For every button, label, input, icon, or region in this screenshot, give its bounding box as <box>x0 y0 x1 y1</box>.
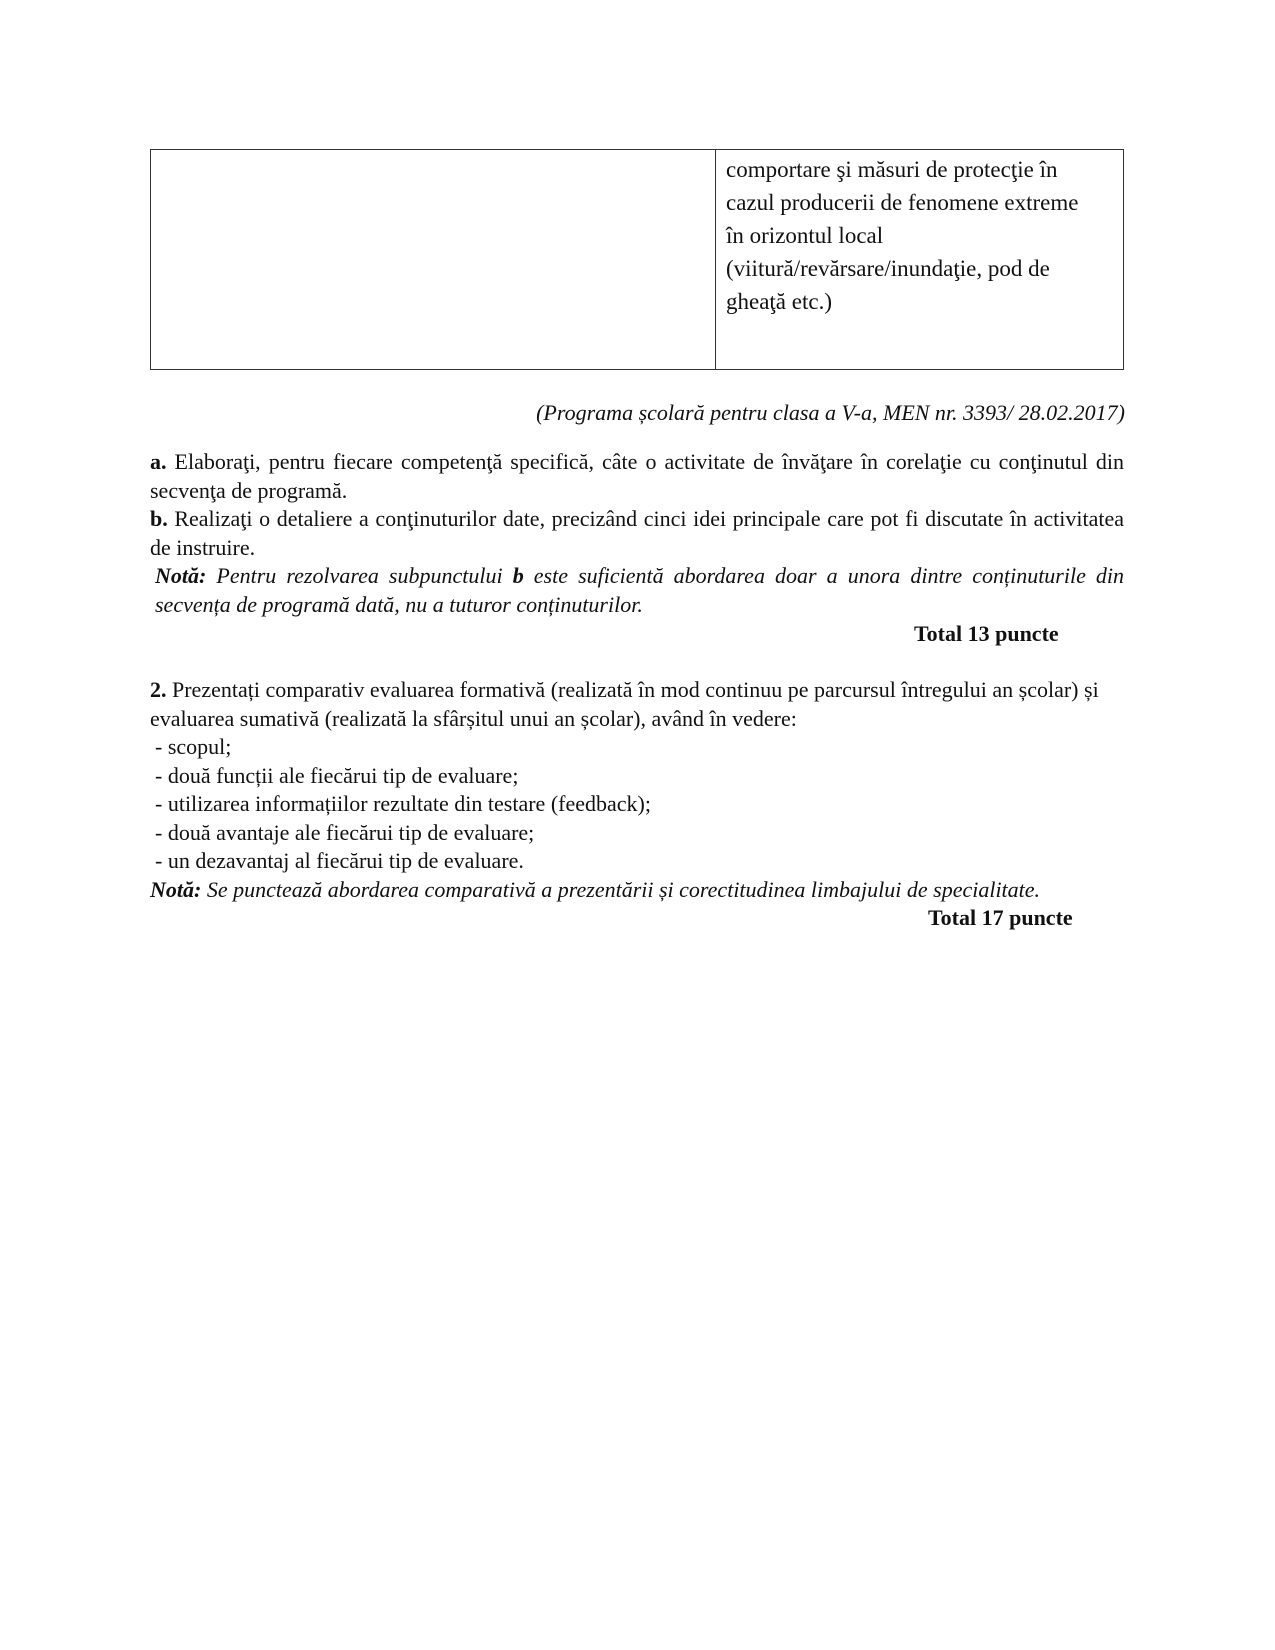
question-2-label: 2. <box>150 677 167 702</box>
table-cell-line: în orizontul local <box>726 223 884 248</box>
table-cell-left <box>151 150 716 369</box>
note-1-bold-letter: b <box>512 563 524 588</box>
list-item: - un dezavantaj al fiecărui tip de evaluare. <box>155 848 524 873</box>
note-1 <box>150 562 1124 619</box>
list-item: - două funcții ale fiecărui tip de evaluare; <box>155 762 519 788</box>
source-citation: (Programa școlară pentru clasa a V-a, MEN nr. 3393/ 28.02.2017) <box>536 400 1125 425</box>
table-cell-line: gheaţă etc.) <box>726 289 832 314</box>
list-item: - două avantaje ale fiecărui tip de evaluare; <box>155 819 535 845</box>
part-a <box>150 448 1124 505</box>
note-2-text: Se punctează abordarea comparativă a prezentării și corectitudinea limbajului de specialitate. <box>206 877 1041 902</box>
note-2-label: Notă: <box>150 877 202 902</box>
part-b-label: b. <box>150 506 168 531</box>
part-a-label: a. <box>150 449 167 474</box>
table-cell-right <box>716 150 1123 369</box>
program-table <box>150 149 1124 370</box>
list-item: - utilizarea informațiilor rezultate din testare (feedback); <box>155 791 651 816</box>
note-1-text-after: este suficientă abordarea doar a unora dintre conținuturile din secvența de programă dată, nu a tuturor conținuturilor. <box>155 563 1125 617</box>
table-cell-line: (viitură/revărsare/inundaţie, pod de <box>726 256 1050 281</box>
part-b <box>150 505 1124 562</box>
question-2-intro <box>150 676 1124 733</box>
table-cell-line: comportare şi măsuri de protecţie în <box>726 157 1058 182</box>
question-2-text: Prezentați comparativ evaluarea formativă (realizată în mod continuu pe parcursul întregului an școlar) și evaluarea sumativă (realizată la sfârșitul unui an școlar), având în vedere: <box>150 677 1099 731</box>
total-13: Total 13 puncte <box>914 621 1059 646</box>
note-1-text-before: Pentru rezolvarea subpunctului <box>216 563 503 588</box>
part-b-text: Realizaţi o detaliere a conţinuturilor date, precizând cinci idei principale care pot fi discutate în activitatea de instruire. <box>150 506 1124 560</box>
total-17: Total 17 puncte <box>928 905 1073 930</box>
part-a-text: Elaboraţi, pentru fiecare competenţă specifică, câte o activitate de învăţare în corelaţie cu conţinutul din secvenţa de programă. <box>150 449 1124 503</box>
note-1-label: Notă: <box>155 563 207 588</box>
note-2 <box>150 876 1060 905</box>
list-item: - scopul; <box>155 734 232 759</box>
question-2 <box>150 676 1124 876</box>
table-cell-line: cazul producerii de fenomene extreme <box>726 190 1079 215</box>
